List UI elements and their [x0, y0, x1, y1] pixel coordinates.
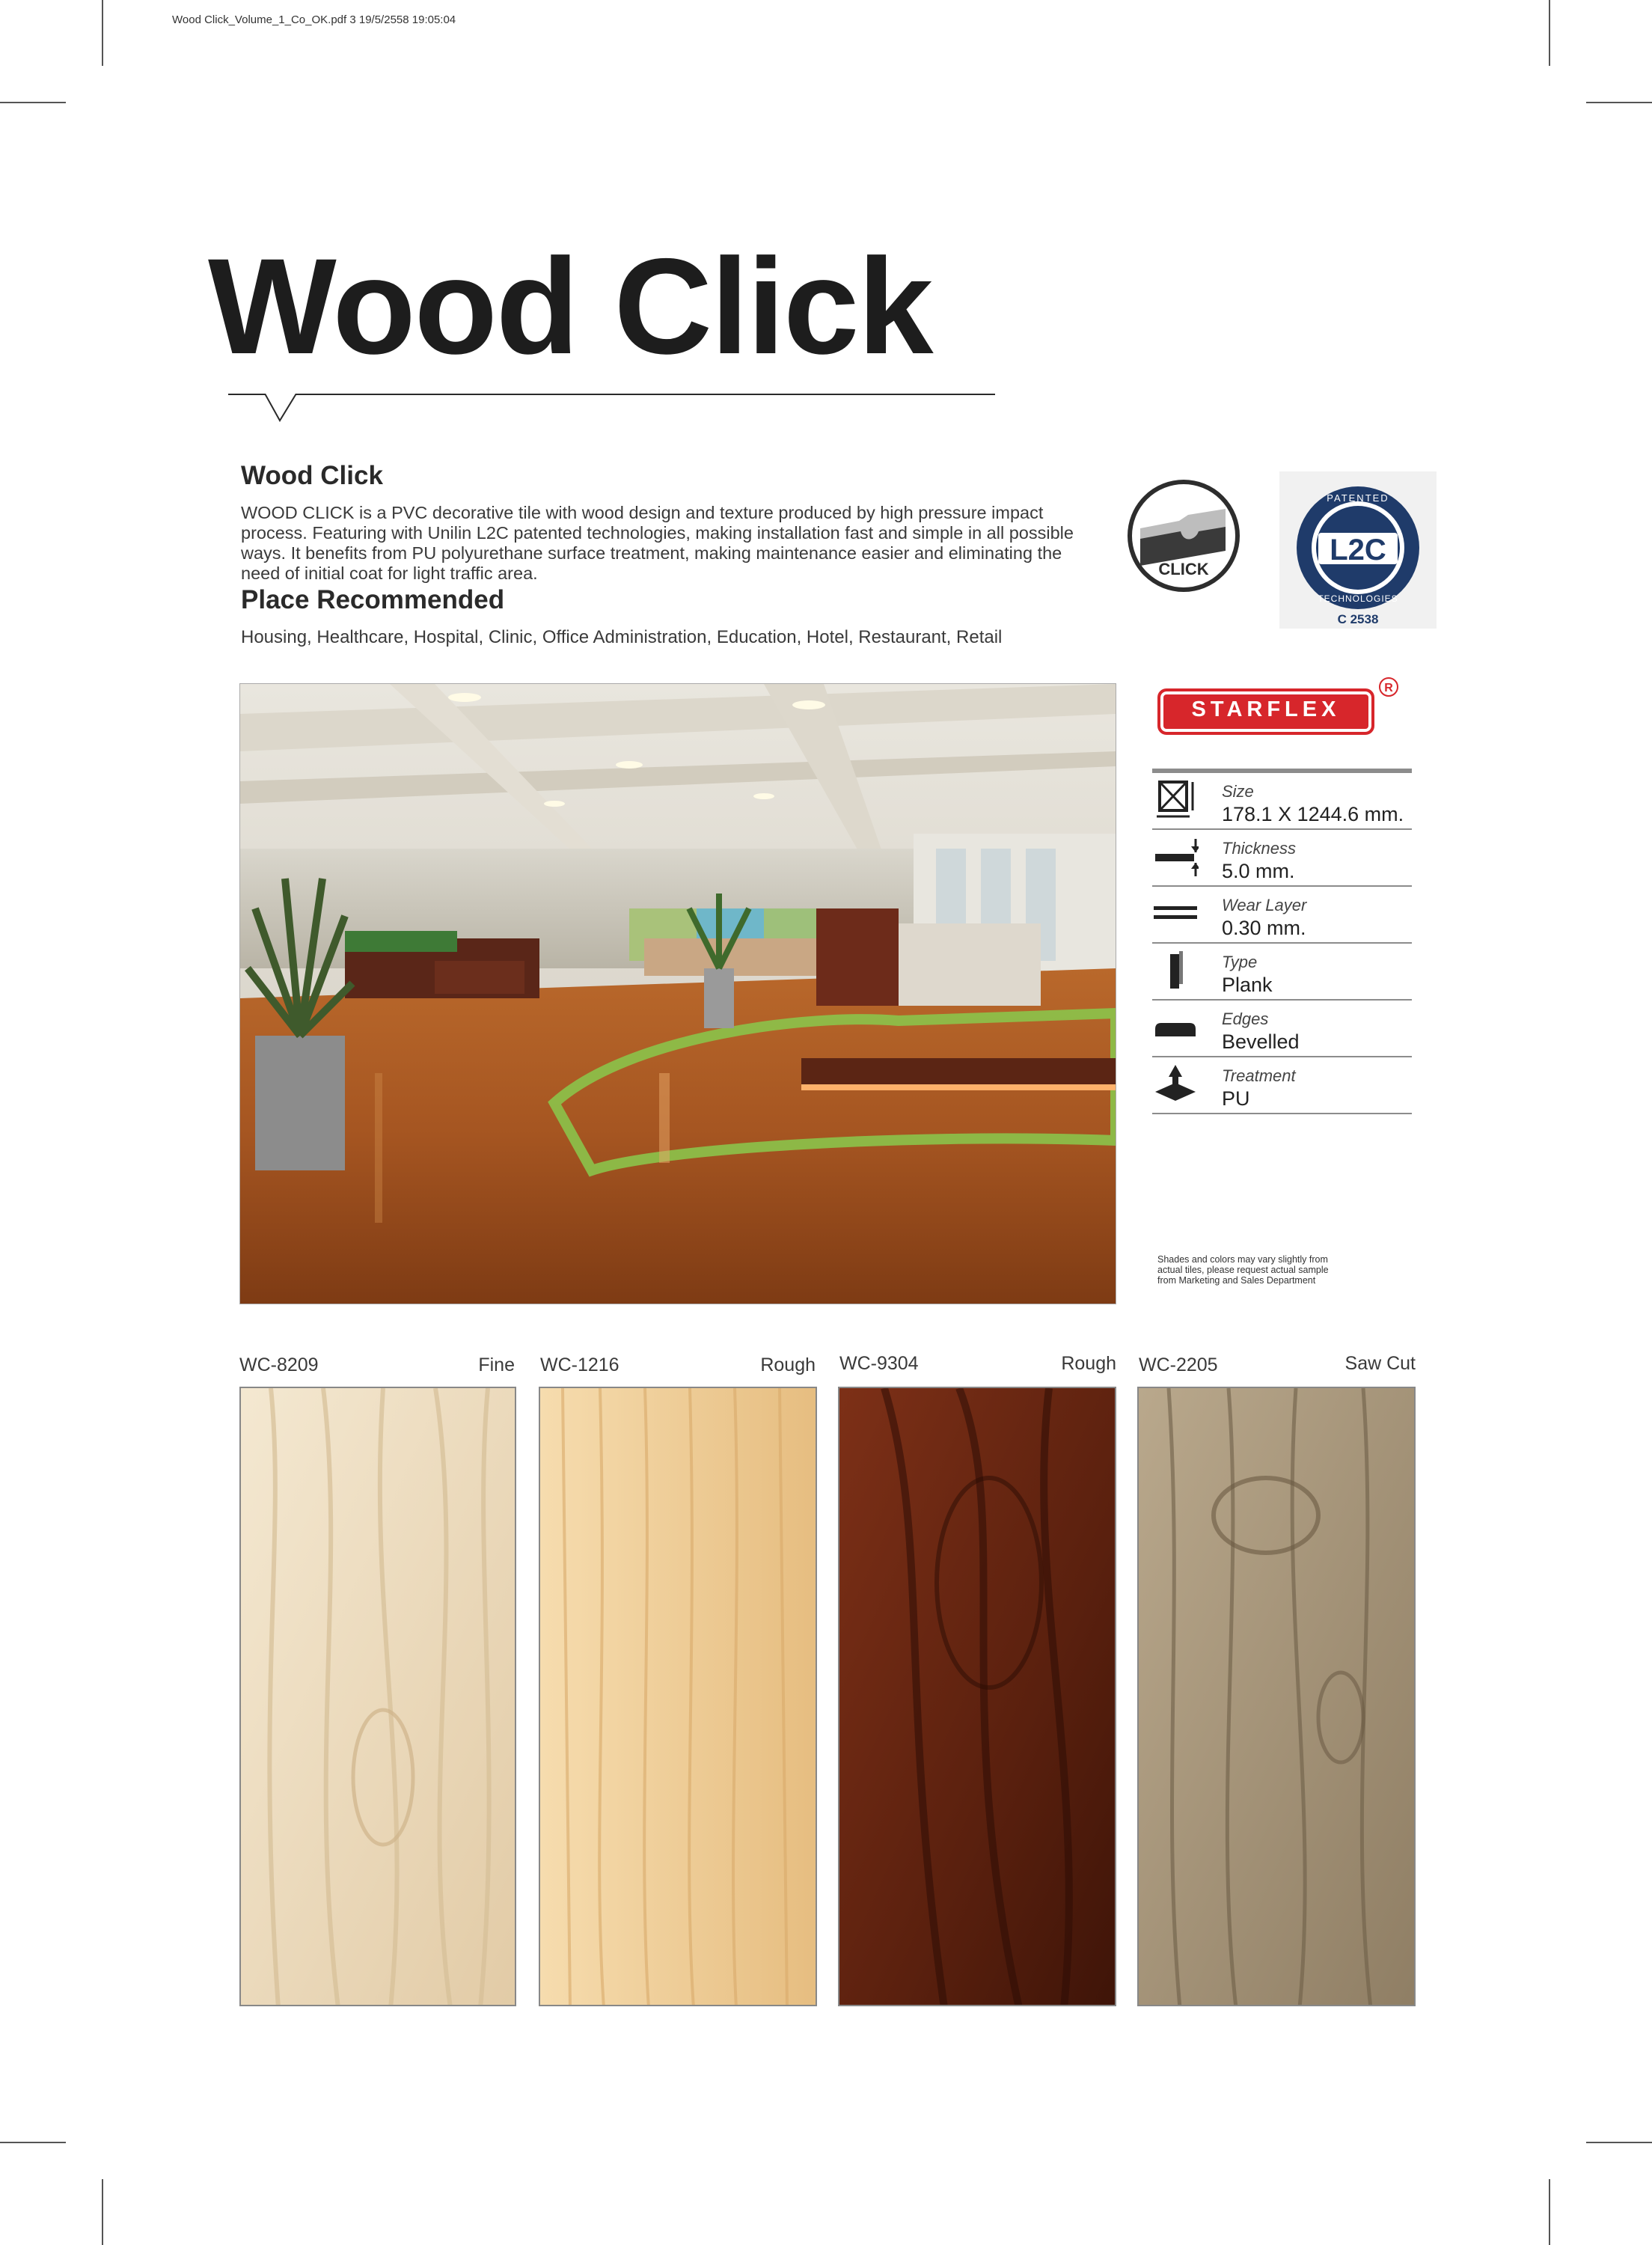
place-heading: Place Recommended: [241, 585, 505, 614]
title-divider: [228, 394, 995, 395]
brand-logo: [1157, 688, 1374, 735]
spec-value: PU: [1222, 1087, 1250, 1110]
spec-label: Wear Layer: [1222, 896, 1307, 914]
wood-swatch: [539, 1387, 817, 2006]
l2c-badge: [1279, 471, 1437, 629]
pdf-header: Wood Click_Volume_1_Co_OK.pdf 3 19/5/2558 19:05:04: [172, 13, 456, 26]
type-icon: [1152, 950, 1199, 992]
swatch-finish: Rough: [1061, 1353, 1116, 1374]
crop-mark: [0, 102, 66, 103]
spec-label: Edges: [1222, 1010, 1269, 1028]
page-title: Wood Click: [208, 230, 932, 382]
crop-mark: [0, 2142, 66, 2143]
spec-label: Treatment: [1222, 1066, 1296, 1085]
spec-row-thickness: [1152, 830, 1412, 887]
crop-mark: [1549, 0, 1550, 66]
wood-swatch: [1137, 1387, 1416, 2006]
spec-value: Bevelled: [1222, 1030, 1300, 1053]
swatch-finish: Saw Cut: [1344, 1353, 1416, 1374]
click-badge: [1127, 479, 1240, 593]
crop-mark: [1586, 102, 1652, 103]
spec-value: 0.30 mm.: [1222, 917, 1306, 939]
spec-value: 178.1 X 1244.6 mm.: [1222, 803, 1404, 825]
spec-row-type: [1152, 944, 1412, 1001]
spec-row-size: [1152, 773, 1412, 830]
click-label: CLICK: [1158, 560, 1209, 578]
registered-mark: R: [1379, 677, 1398, 697]
swatch-finish: Rough: [760, 1354, 816, 1375]
wear-layer-icon: [1152, 893, 1199, 935]
wood-swatch: [239, 1387, 516, 2006]
size-icon: [1152, 779, 1199, 821]
l2c-seal-icon: [1279, 471, 1437, 629]
wood-swatch: [838, 1387, 1116, 2006]
l2c-bottom: TECHNOLOGIES: [1318, 593, 1398, 604]
crop-mark: [1586, 2142, 1652, 2143]
l2c-top: PATENTED: [1327, 492, 1389, 504]
spec-value: Plank: [1222, 974, 1273, 996]
disclaimer-note: Shades and colors may vary slightly from actual tiles, please request actual sample from Marketing and Sales Department: [1157, 1254, 1329, 1286]
click-icon: [1127, 479, 1240, 593]
thickness-icon: [1152, 836, 1199, 878]
l2c-code: C 2538: [1337, 612, 1379, 626]
swatch-code: WC-2205: [1139, 1354, 1218, 1375]
spec-row-treatment: [1152, 1057, 1412, 1114]
crop-mark: [1549, 2179, 1550, 2245]
intro-heading: Wood Click: [241, 461, 383, 490]
spec-row-wear-layer: [1152, 887, 1412, 944]
spec-value: 5.0 mm.: [1222, 860, 1295, 882]
swatch-code: WC-1216: [540, 1354, 620, 1375]
spec-row-edges: [1152, 1001, 1412, 1057]
place-list: Housing, Healthcare, Hospital, Clinic, Office Administration, Education, Hotel, Restaurant, Retail: [241, 627, 1003, 647]
spec-label: Type: [1222, 953, 1258, 971]
intro-description: WOOD CLICK is a PVC decorative tile with wood design and texture produced by high pressure impact process. Featuring with Unilin L2C patented technologies, making installation fast and simple in all possible ways. It benefits from PU polyurethane surface treatment, making maintenance easier and eliminating the need of initial coat for light traffic area.: [241, 503, 1074, 583]
l2c-main: L2C: [1330, 534, 1386, 566]
swatch-code: WC-9304: [839, 1353, 919, 1374]
swatch-code: WC-8209: [239, 1354, 319, 1375]
brand-name: STARFLEX: [1157, 688, 1374, 735]
swatch-finish: Fine: [478, 1354, 515, 1375]
spec-label: Size: [1222, 782, 1254, 801]
edges-icon: [1152, 1007, 1199, 1048]
crop-mark: [102, 0, 103, 66]
crop-mark: [102, 2179, 103, 2245]
treatment-icon: [1152, 1063, 1199, 1105]
interior-photo: [239, 683, 1116, 1304]
spec-label: Thickness: [1222, 839, 1297, 858]
title-pointer: [263, 394, 299, 424]
